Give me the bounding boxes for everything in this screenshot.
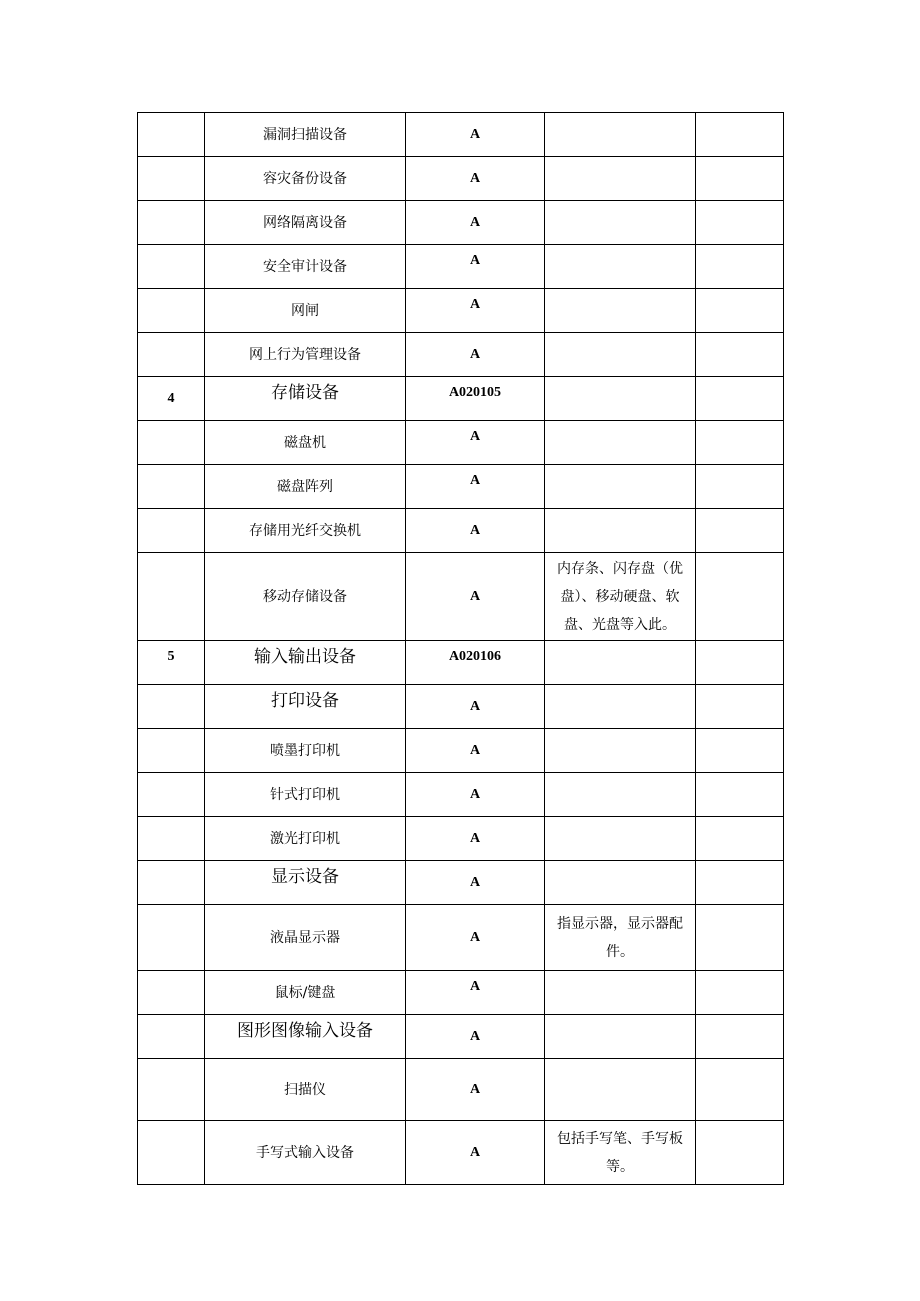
cell-code: [406, 1121, 545, 1185]
cell-name: [205, 861, 406, 905]
cell-number: [138, 289, 205, 333]
cell-note: [545, 113, 696, 157]
cell-code-text: A: [469, 522, 481, 538]
cell-number: [138, 729, 205, 773]
cell-number: [138, 333, 205, 377]
cell-number: [138, 553, 205, 641]
cell-name: [205, 553, 406, 641]
cell-name-text: 针式打印机: [270, 786, 340, 803]
cell-number: [138, 685, 205, 729]
cell-name: [205, 201, 406, 245]
cell-number: [138, 157, 205, 201]
cell-name: [205, 685, 406, 729]
cell-number: [138, 509, 205, 553]
cell-name: [205, 905, 406, 971]
cell-name-text: 图形图像输入设备: [237, 1020, 373, 1041]
equipment-table: [137, 112, 784, 1185]
cell-code-text: A: [469, 978, 481, 994]
cell-number: [138, 245, 205, 289]
table-row: [138, 553, 784, 641]
table-row: [138, 971, 784, 1015]
table-row: [138, 861, 784, 905]
cell-note: [545, 465, 696, 509]
cell-blank: [696, 421, 784, 465]
cell-code: [406, 465, 545, 509]
table-row: [138, 1059, 784, 1121]
cell-note-text: 内存条、闪存盘（优盘）、移动硬盘、软盘、光盘等入此。: [557, 560, 683, 633]
cell-code-text: A020105: [448, 384, 502, 400]
cell-code: [406, 245, 545, 289]
cell-note: [545, 157, 696, 201]
cell-name: [205, 773, 406, 817]
cell-code-text: A: [469, 252, 481, 268]
cell-name-text: 打印设备: [271, 690, 339, 711]
cell-code-text: A: [469, 346, 481, 362]
cell-name-text: 安全审计设备: [263, 258, 347, 275]
cell-name: [205, 289, 406, 333]
table-row: [138, 421, 784, 465]
cell-name: [205, 245, 406, 289]
cell-blank: [696, 553, 784, 641]
cell-note: [545, 421, 696, 465]
cell-name: [205, 1059, 406, 1121]
cell-note: [545, 1121, 696, 1185]
cell-code: [406, 1015, 545, 1059]
cell-note: [545, 1059, 696, 1121]
cell-name-text: 漏洞扫描设备: [263, 126, 347, 143]
cell-note: [545, 201, 696, 245]
cell-number: [138, 905, 205, 971]
cell-code-text: A: [469, 428, 481, 444]
cell-blank: [696, 377, 784, 421]
cell-name-text: 网闸: [291, 302, 319, 319]
cell-note-text: 包括手写笔、手写板等。: [557, 1130, 683, 1175]
cell-note: [545, 641, 696, 685]
cell-blank: [696, 289, 784, 333]
cell-blank: [696, 1121, 784, 1185]
cell-number: [138, 971, 205, 1015]
cell-code: [406, 817, 545, 861]
cell-code-text: A020106: [448, 648, 502, 664]
cell-note: [545, 245, 696, 289]
cell-note: [545, 333, 696, 377]
cell-number-text: 5: [167, 648, 175, 664]
cell-number: [138, 817, 205, 861]
cell-code: [406, 333, 545, 377]
cell-number: [138, 1059, 205, 1121]
cell-blank: [696, 1015, 784, 1059]
cell-blank: [696, 861, 784, 905]
cell-code: [406, 685, 545, 729]
cell-code-text: A: [469, 296, 481, 312]
cell-blank: [696, 201, 784, 245]
cell-note: [545, 729, 696, 773]
cell-name-text: 容灾备份设备: [263, 170, 347, 187]
cell-note: [545, 1015, 696, 1059]
cell-code-text: A: [469, 588, 481, 604]
cell-blank: [696, 685, 784, 729]
cell-name: [205, 641, 406, 685]
cell-number: [138, 421, 205, 465]
cell-name-text: 扫描仪: [284, 1081, 326, 1098]
cell-number: [138, 1015, 205, 1059]
cell-blank: [696, 333, 784, 377]
table-row: [138, 509, 784, 553]
cell-note: [545, 377, 696, 421]
table-body: [138, 113, 784, 1185]
cell-note: [545, 861, 696, 905]
table-row: [138, 157, 784, 201]
cell-name-text: 鼠标/键盘: [274, 984, 336, 1001]
cell-code: [406, 641, 545, 685]
cell-code-text: A: [469, 830, 481, 846]
cell-name-text: 输入输出设备: [254, 646, 356, 667]
cell-name-text: 喷墨打印机: [270, 742, 340, 759]
cell-code: [406, 971, 545, 1015]
cell-blank: [696, 971, 784, 1015]
table-row: [138, 201, 784, 245]
table-row: [138, 377, 784, 421]
table-row: [138, 1015, 784, 1059]
cell-name: [205, 509, 406, 553]
cell-code-text: A: [469, 1081, 481, 1097]
cell-blank: [696, 157, 784, 201]
cell-code: [406, 905, 545, 971]
cell-code-text: A: [469, 170, 481, 186]
cell-code: [406, 377, 545, 421]
cell-code: [406, 157, 545, 201]
table-row: [138, 289, 784, 333]
table-row: [138, 817, 784, 861]
table-row: [138, 685, 784, 729]
cell-code-text: A: [469, 929, 481, 945]
table-row: [138, 333, 784, 377]
cell-blank: [696, 1059, 784, 1121]
cell-name-text: 激光打印机: [270, 830, 340, 847]
table-row: [138, 773, 784, 817]
cell-blank: [696, 509, 784, 553]
cell-code: [406, 201, 545, 245]
cell-code: [406, 113, 545, 157]
cell-code-text: A: [469, 126, 481, 142]
cell-note: [545, 905, 696, 971]
cell-code: [406, 861, 545, 905]
cell-blank: [696, 729, 784, 773]
cell-blank: [696, 245, 784, 289]
cell-code: [406, 289, 545, 333]
table-row: [138, 641, 784, 685]
cell-blank: [696, 773, 784, 817]
cell-name: [205, 465, 406, 509]
table-row: [138, 905, 784, 971]
cell-blank: [696, 641, 784, 685]
cell-code: [406, 509, 545, 553]
cell-number: [138, 377, 205, 421]
cell-name: [205, 113, 406, 157]
cell-name-text: 网上行为管理设备: [249, 346, 361, 363]
cell-name-text: 磁盘阵列: [277, 478, 333, 495]
cell-note: [545, 971, 696, 1015]
cell-code-text: A: [469, 742, 481, 758]
cell-number: [138, 861, 205, 905]
cell-code-text: A: [469, 874, 481, 890]
cell-code: [406, 553, 545, 641]
cell-name: [205, 817, 406, 861]
cell-name: [205, 377, 406, 421]
cell-name: [205, 1121, 406, 1185]
cell-name-text: 磁盘机: [284, 434, 326, 451]
cell-note: [545, 817, 696, 861]
cell-number: [138, 1121, 205, 1185]
cell-name-text: 网络隔离设备: [263, 214, 347, 231]
table-row: [138, 729, 784, 773]
cell-code-text: A: [469, 786, 481, 802]
cell-code: [406, 729, 545, 773]
cell-name-text: 液晶显示器: [270, 929, 340, 946]
cell-code: [406, 421, 545, 465]
cell-code-text: A: [469, 1028, 481, 1044]
cell-note: [545, 685, 696, 729]
cell-name: [205, 157, 406, 201]
cell-code-text: A: [469, 214, 481, 230]
cell-name: [205, 729, 406, 773]
cell-number: [138, 641, 205, 685]
cell-code-text: A: [469, 698, 481, 714]
cell-name: [205, 971, 406, 1015]
table-row: [138, 1121, 784, 1185]
cell-note: [545, 509, 696, 553]
cell-number: [138, 201, 205, 245]
cell-blank: [696, 817, 784, 861]
cell-note-text: 指显示器，显示器配件。: [557, 915, 683, 960]
table-row: [138, 113, 784, 157]
cell-name-text: 手写式输入设备: [256, 1144, 354, 1161]
cell-blank: [696, 465, 784, 509]
cell-name-text: 移动存储设备: [263, 588, 347, 605]
cell-code: [406, 1059, 545, 1121]
cell-number: [138, 465, 205, 509]
cell-note: [545, 289, 696, 333]
cell-code-text: A: [469, 472, 481, 488]
cell-blank: [696, 905, 784, 971]
cell-blank: [696, 113, 784, 157]
cell-name-text: 显示设备: [271, 866, 339, 887]
cell-note: [545, 773, 696, 817]
cell-code-text: A: [469, 1144, 481, 1160]
cell-name: [205, 421, 406, 465]
cell-number-text: 4: [167, 390, 175, 406]
cell-name-text: 存储用光纤交换机: [249, 522, 361, 539]
cell-code: [406, 773, 545, 817]
cell-name: [205, 333, 406, 377]
cell-note: [545, 553, 696, 641]
cell-number: [138, 113, 205, 157]
cell-name: [205, 1015, 406, 1059]
cell-name-text: 存储设备: [271, 382, 339, 403]
table-row: [138, 245, 784, 289]
cell-number: [138, 773, 205, 817]
table-row: [138, 465, 784, 509]
